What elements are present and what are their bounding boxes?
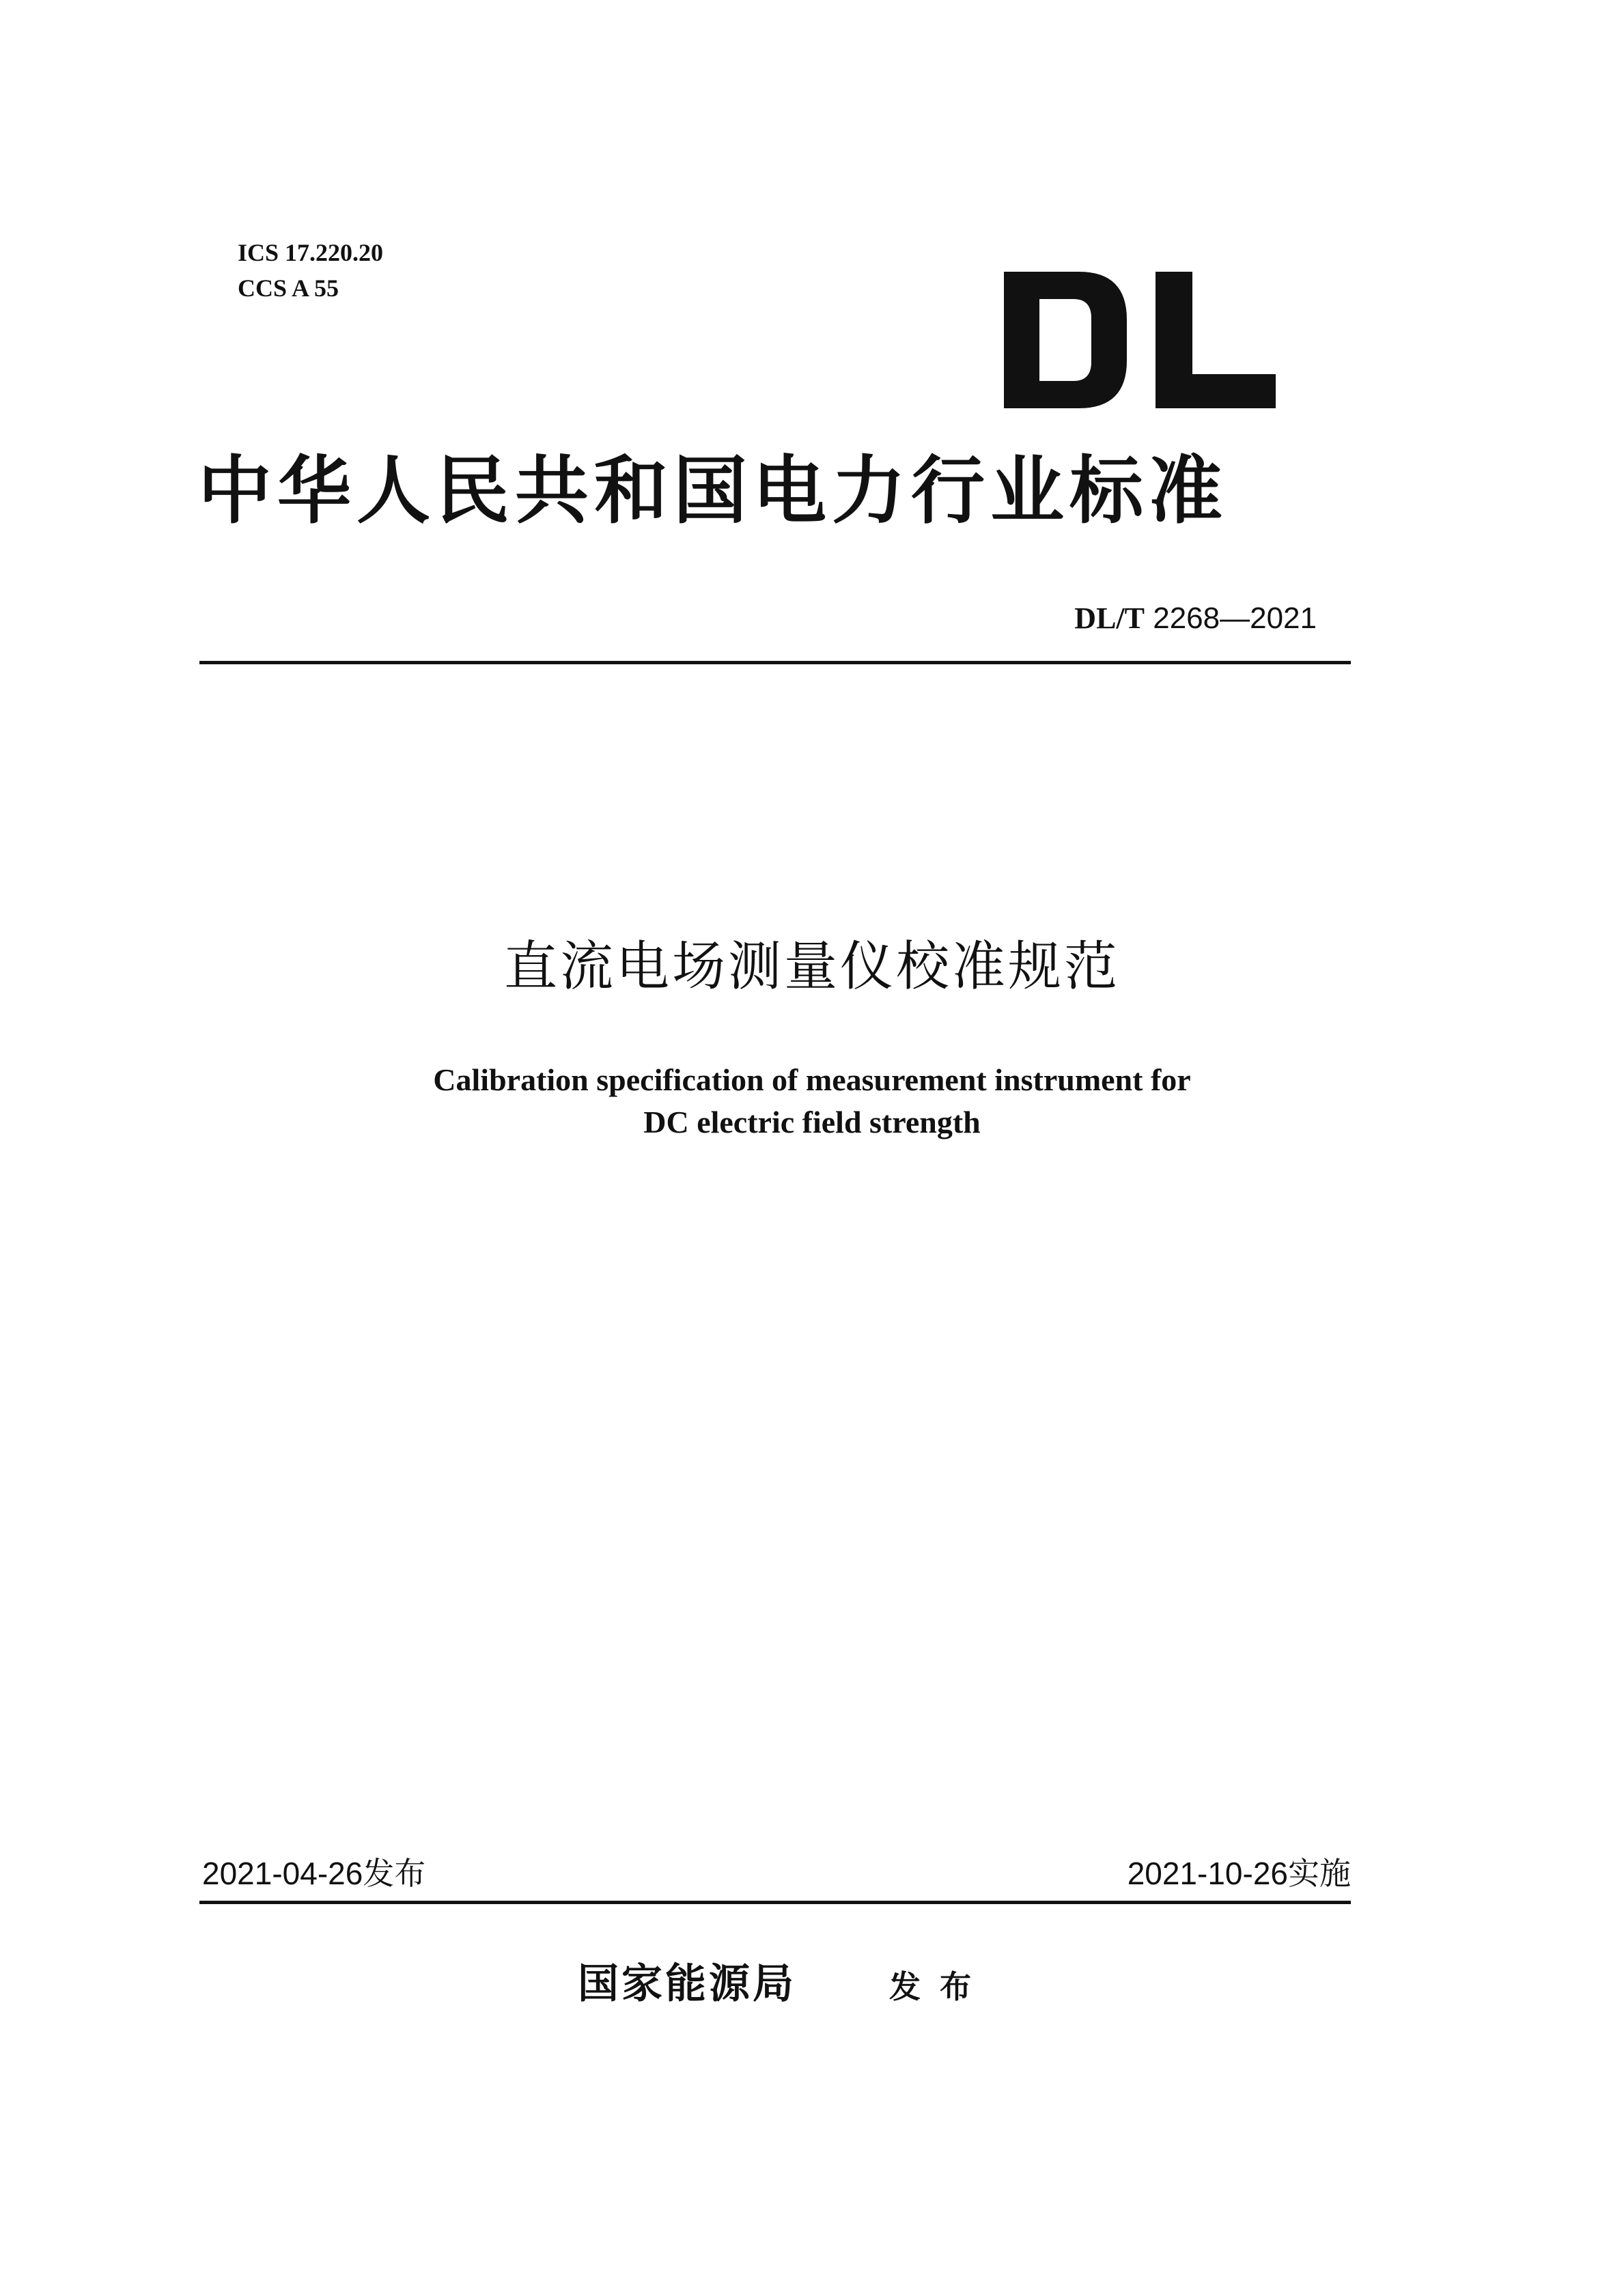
dl-logo-letter-d <box>1004 272 1127 408</box>
standard-prefix: DL/T <box>1074 601 1145 635</box>
bottom-divider <box>199 1901 1351 1904</box>
document-title-english-line1: Calibration specification of measurement instrument for <box>433 1062 1191 1097</box>
standard-number <box>1074 599 1317 638</box>
ccs-code: CCS A 55 <box>238 274 339 302</box>
ics-code: ICS 17.220.20 <box>238 239 384 266</box>
implementation-date: 2021-10-26实施 <box>1127 1856 1351 1891</box>
standard-code: 2268—2021 <box>1153 601 1317 635</box>
issuer-action: 发布 <box>889 1968 990 2005</box>
document-title-english-line2: DC electric field strength <box>643 1105 981 1139</box>
dl-logo <box>997 272 1284 408</box>
dl-logo-letter-l <box>1156 272 1276 408</box>
document-title-chinese: 直流电场测量仪校准规范 <box>503 936 1120 997</box>
industry-standard-title: 中华人民共和国电力行业标准 <box>198 449 1229 534</box>
top-divider <box>199 661 1351 664</box>
issue-date: 2021-04-26发布 <box>202 1856 426 1891</box>
issuer-name: 国家能源局 <box>578 1960 796 2008</box>
